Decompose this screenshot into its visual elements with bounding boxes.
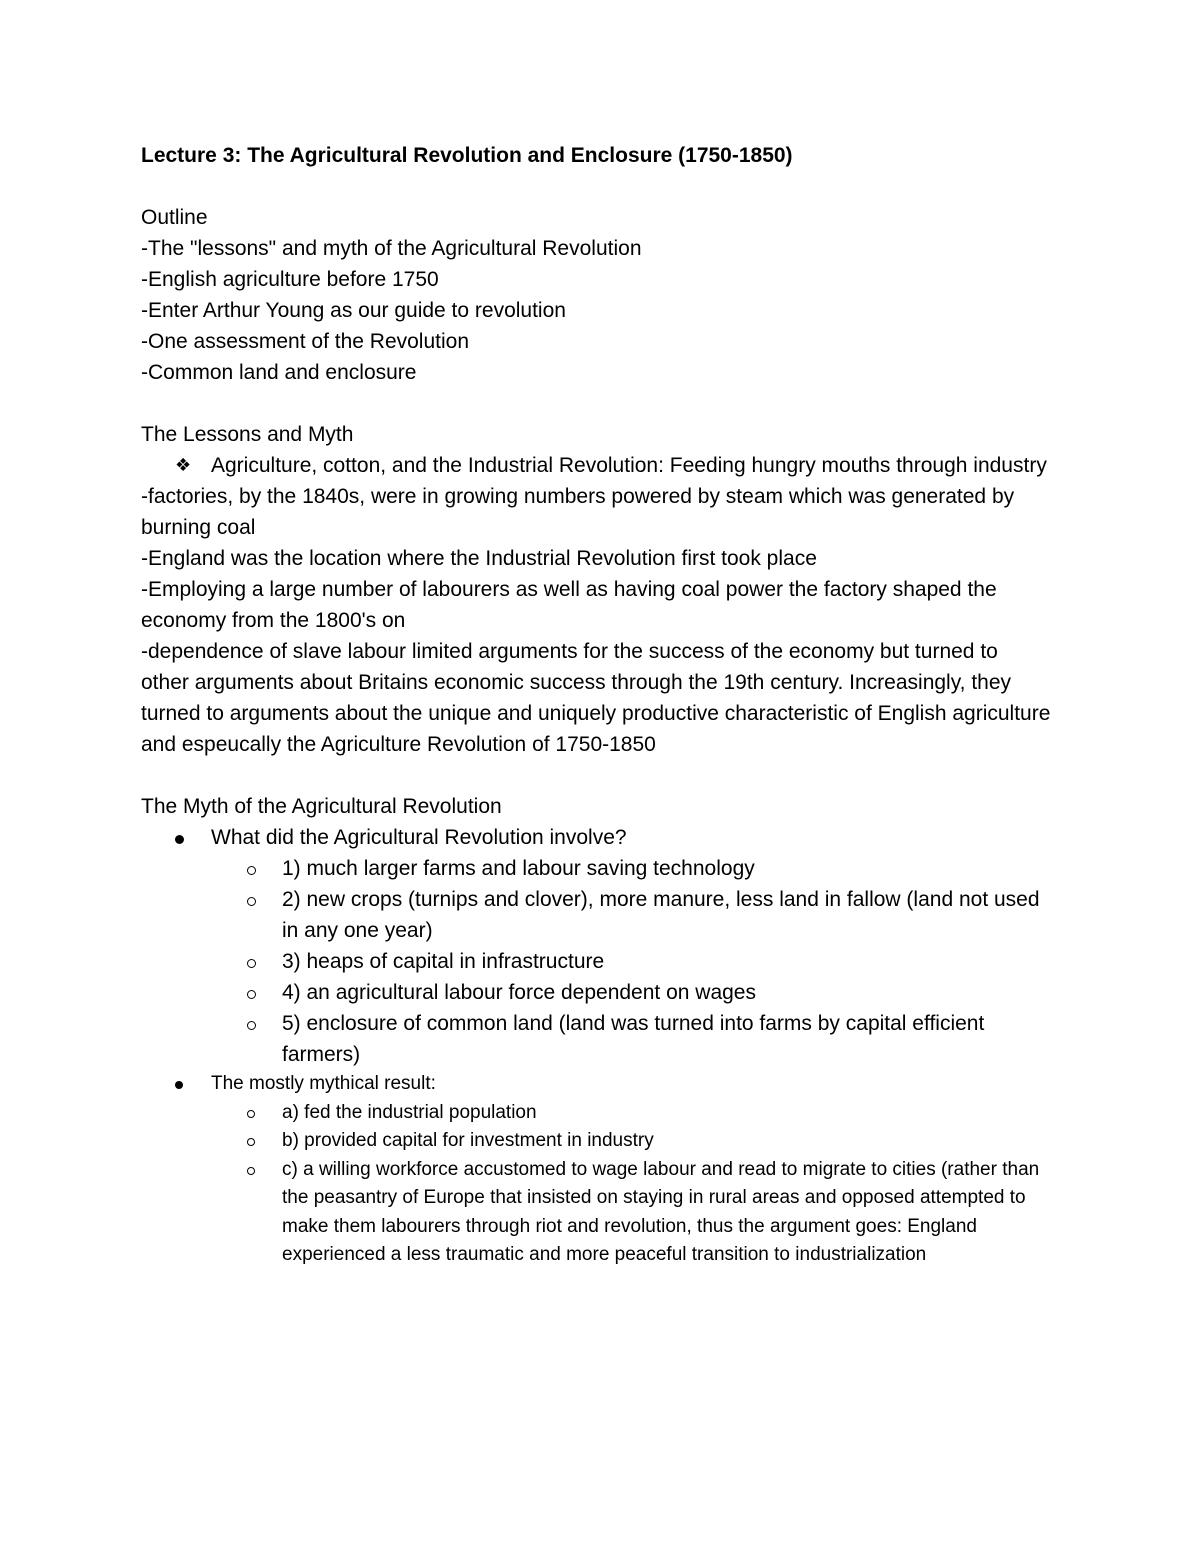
outline-heading: Outline: [141, 206, 208, 229]
bullet-item: [141, 1070, 1051, 1099]
paragraph: -England was the location where the Industrial Revolution first took place: [141, 547, 817, 570]
sub-bullet-item: [141, 977, 1051, 1008]
outline-item: -Common land and enclosure: [141, 361, 417, 384]
hollow-bullet-icon: [247, 1156, 255, 1185]
document-title: Lecture 3: The Agricultural Revolution and Enclosure (1750-1850): [141, 144, 793, 167]
outline-item: -English agriculture before 1750: [141, 268, 439, 291]
spacer: [141, 388, 1051, 419]
bullet-text: The mostly mythical result:: [211, 1073, 436, 1094]
hollow-bullet-icon: [247, 1099, 255, 1128]
myth-heading: The Myth of the Agricultural Revolution: [141, 795, 502, 818]
paragraph: -factories, by the 1840s, were in growing numbers powered by steam which was generated by burning coal: [141, 485, 1015, 539]
sub-bullet-item: [141, 1099, 1051, 1128]
bullet-text: c) a willing workforce accustomed to wage labour and read to migrate to cities (rather than the peasantry of Europe that insisted on staying in rural areas and opposed attempted to make them labourers through riot and revolution, thus the argument goes: England experienced a less traumatic and more peaceful transition to industrialization: [282, 1158, 1040, 1265]
filled-bullet-icon: [175, 1070, 183, 1099]
hollow-bullet-icon: [247, 977, 256, 1008]
diamond-bullet-icon: ❖: [175, 455, 192, 476]
hollow-bullet-icon: [247, 1127, 255, 1156]
bullet-text: 4) an agricultural labour force dependent on wages: [282, 981, 756, 1004]
paragraph: -dependence of slave labour limited arguments for the success of the economy but turned to other arguments about Britains economic success through the 19th century. Increasingly, they turned to arguments about the unique and uniquely productive characteristic of English agriculture and espeucally the Agriculture Revolution of 1750-1850: [141, 640, 1051, 756]
hollow-bullet-icon: [247, 853, 256, 884]
sub-bullet-item: [141, 1156, 1051, 1270]
bullet-text: a) fed the industrial population: [282, 1101, 537, 1123]
lessons-heading: The Lessons and Myth: [141, 423, 354, 446]
sub-bullet-item: [141, 853, 1051, 884]
spacer: [141, 760, 1051, 791]
diamond-bullet-item: [141, 450, 1051, 481]
hollow-bullet-icon: [247, 1008, 256, 1039]
bullet-text: Agriculture, cotton, and the Industrial Revolution: Feeding hungry mouths through industry: [211, 454, 1047, 477]
result-section: [141, 1070, 1051, 1270]
filled-bullet-icon: [175, 822, 184, 853]
sub-bullet-item: [141, 884, 1051, 946]
sub-bullet-item: [141, 1008, 1051, 1070]
hollow-bullet-icon: [247, 884, 256, 915]
sub-bullet-item: [141, 1127, 1051, 1156]
bullet-text: b) provided capital for investment in industry: [282, 1130, 654, 1151]
document-page: [141, 140, 1051, 1270]
bullet-text: What did the Agricultural Revolution involve?: [211, 826, 627, 849]
outline-item: -One assessment of the Revolution: [141, 330, 470, 353]
bullet-text: 1) much larger farms and labour saving technology: [282, 857, 755, 880]
sub-bullet-item: [141, 946, 1051, 977]
outline-item: -The "lessons" and myth of the Agricultural Revolution: [141, 237, 642, 260]
bullet-item: [141, 822, 1051, 853]
outline-item: -Enter Arthur Young as our guide to revolution: [141, 299, 566, 322]
bullet-text: 3) heaps of capital in infrastructure: [282, 950, 605, 973]
spacer: [141, 171, 1051, 202]
paragraph: -Employing a large number of labourers as well as having coal power the factory shaped the economy from the 1800's on: [141, 578, 997, 632]
hollow-bullet-icon: [247, 946, 256, 977]
bullet-text: 5) enclosure of common land (land was turned into farms by capital efficient farmers): [282, 1012, 985, 1066]
bullet-text: 2) new crops (turnips and clover), more manure, less land in fallow (land not used in any one year): [282, 888, 1040, 942]
